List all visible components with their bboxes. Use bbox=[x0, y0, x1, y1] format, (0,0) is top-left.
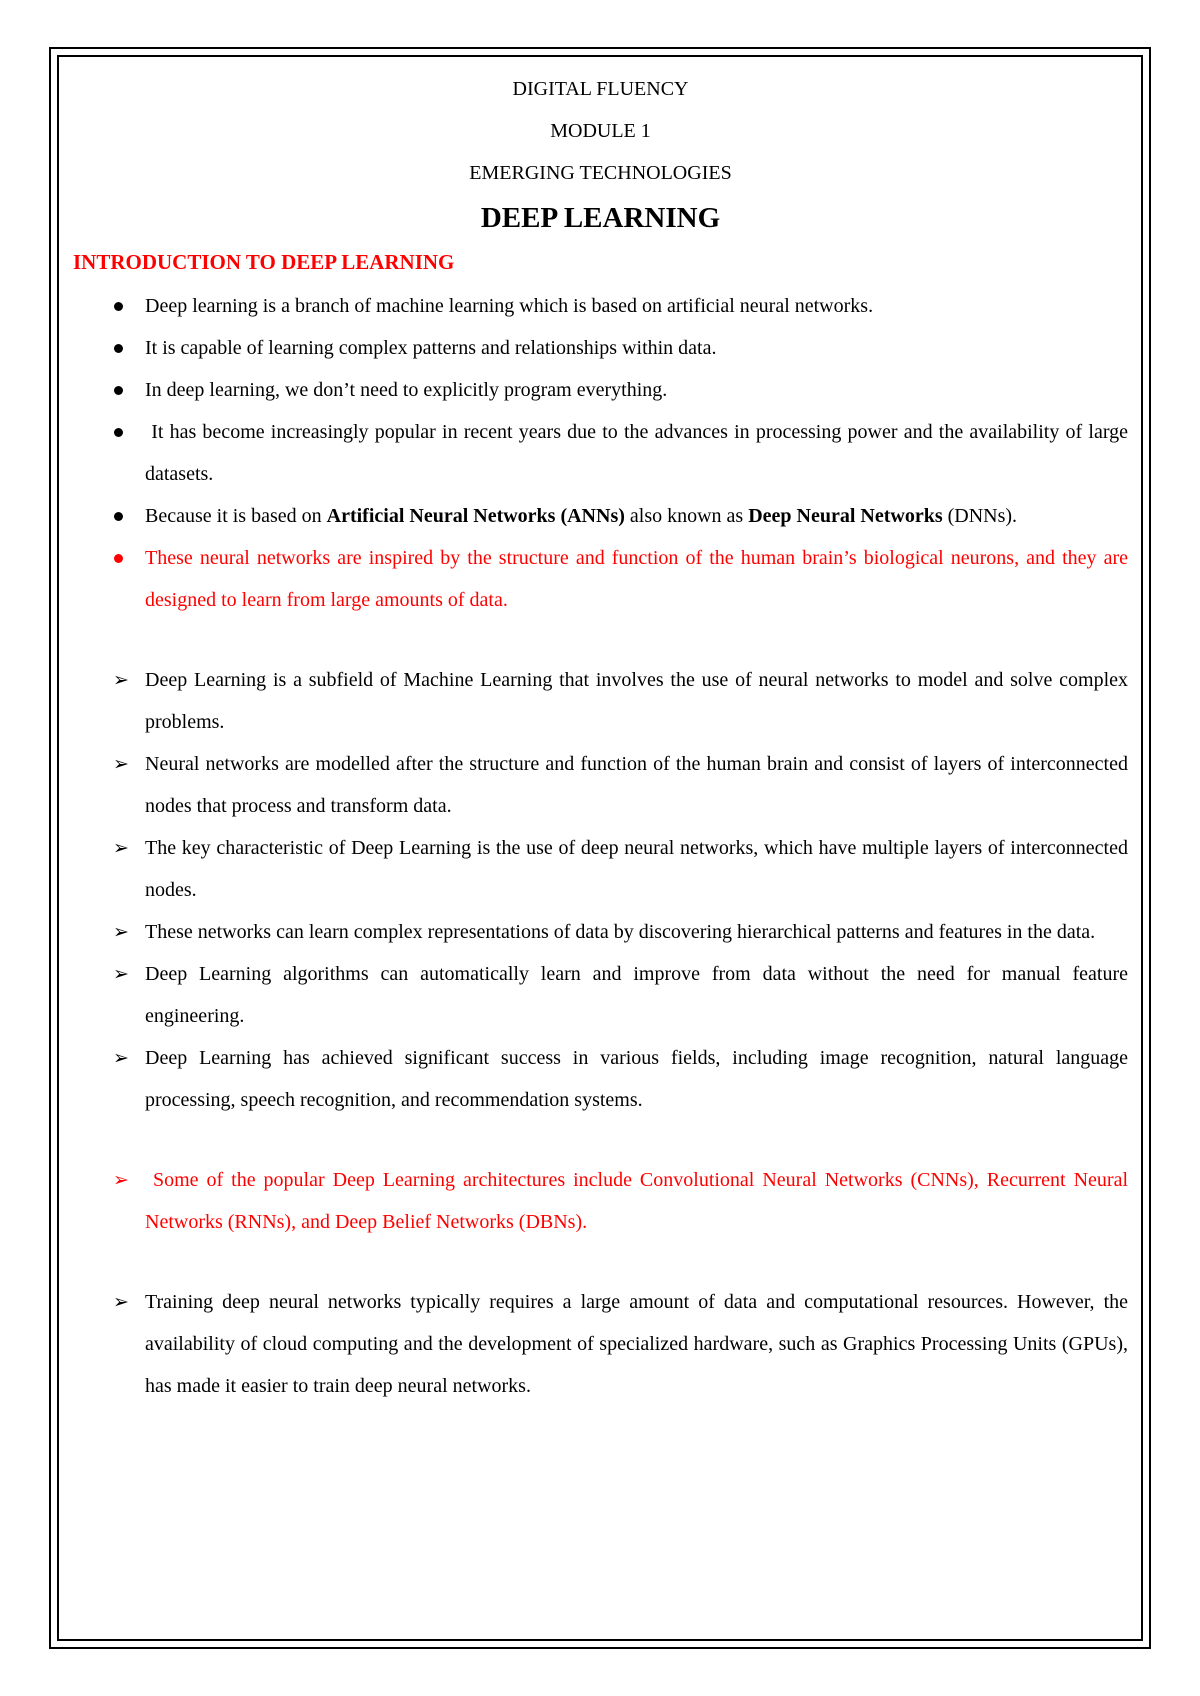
arrow-bullet-icon: ➢ bbox=[113, 837, 129, 859]
text-run: (DNNs). bbox=[942, 505, 1018, 527]
list-item-text: Neural networks are modelled after the structure and function of the human brain and consist of layers of interconnected nodes that process and transform data. bbox=[145, 753, 1128, 817]
spacer bbox=[73, 621, 1128, 659]
list-item bbox=[73, 327, 1128, 369]
arrow-list bbox=[73, 659, 1128, 1121]
list-item-text: The key characteristic of Deep Learning is the use of deep neural networks, which have multiple layers of interconnected nodes. bbox=[145, 837, 1128, 901]
list-item-text: These networks can learn complex representations of data by discovering hierarchical patterns and features in the data. bbox=[145, 921, 1096, 943]
bullet-icon bbox=[114, 512, 123, 521]
document-body bbox=[73, 68, 1134, 1407]
arrow-bullet-icon: ➢ bbox=[113, 1047, 129, 1069]
text-run: also known as bbox=[624, 505, 749, 527]
arrow-bullet-icon: ➢ bbox=[113, 669, 129, 691]
bullet-icon bbox=[114, 554, 123, 563]
page-title: DEEP LEARNING bbox=[480, 202, 721, 234]
list-item-text: These neural networks are inspired by the structure and function of the human brain’s biological neurons, and they are designed to learn from large amounts of data. bbox=[145, 547, 1128, 611]
list-item bbox=[73, 911, 1128, 953]
list-item-highlighted bbox=[73, 537, 1128, 621]
spacer bbox=[73, 1243, 1128, 1281]
list-item-highlighted bbox=[73, 1159, 1134, 1243]
arrow-bullet-icon: ➢ bbox=[113, 921, 129, 943]
list-item bbox=[73, 659, 1128, 743]
ann-term: Artificial Neural Networks (ANNs) bbox=[326, 505, 625, 527]
bullet-icon bbox=[114, 428, 123, 437]
list-item bbox=[73, 369, 1128, 411]
arrow-list-final bbox=[73, 1281, 1128, 1407]
arrow-bullet-icon: ➢ bbox=[113, 963, 129, 985]
list-item bbox=[73, 411, 1133, 495]
text-run: Because it is based on bbox=[145, 505, 327, 527]
arrow-bullet-icon: ➢ bbox=[113, 1291, 129, 1313]
list-item-text: It is capable of learning complex patterns and relationships within data. bbox=[145, 337, 717, 359]
bullet-icon bbox=[114, 344, 123, 353]
list-item-text: Deep learning is a branch of machine learning which is based on artificial neural networks. bbox=[145, 295, 874, 317]
list-item bbox=[73, 827, 1128, 911]
arrow-list-highlighted bbox=[73, 1159, 1134, 1243]
list-item-text: Deep Learning is a subfield of Machine Learning that involves the use of neural networks to model and solve complex problems. bbox=[145, 669, 1128, 733]
list-item bbox=[73, 1037, 1128, 1121]
topic-label: EMERGING TECHNOLOGIES bbox=[469, 162, 732, 184]
list-item bbox=[73, 953, 1128, 1037]
section-heading: INTRODUCTION TO DEEP LEARNING bbox=[73, 250, 455, 274]
list-item-text: It has become increasingly popular in recent years due to the advances in processing power and the availability of large datasets. bbox=[145, 421, 1133, 485]
list-item-text: In deep learning, we don’t need to explicitly program everything. bbox=[145, 379, 668, 401]
list-item bbox=[73, 495, 1128, 537]
bullet-icon bbox=[114, 302, 123, 311]
spacer bbox=[73, 1121, 1128, 1159]
module-label: MODULE 1 bbox=[550, 120, 651, 142]
dnn-term: Deep Neural Networks bbox=[748, 505, 943, 527]
list-item-text bbox=[145, 505, 1017, 527]
list-item-text: Deep Learning algorithms can automatically learn and improve from data without the need for manual feature engineering. bbox=[145, 963, 1128, 1027]
arrow-bullet-icon: ➢ bbox=[113, 753, 129, 775]
course-title: DIGITAL FLUENCY bbox=[512, 78, 689, 100]
bullet-icon bbox=[114, 386, 123, 395]
list-item-text: Some of the popular Deep Learning architectures include Convolutional Neural Networks (CNNs), Recurrent Neural Networks (RNNs), and Deep Belief Networks (DBNs). bbox=[145, 1169, 1134, 1233]
list-item-text: Deep Learning has achieved significant success in various fields, including image recognition, natural language processing, speech recognition, and recommendation systems. bbox=[145, 1047, 1128, 1111]
list-item bbox=[73, 743, 1128, 827]
bullet-list bbox=[73, 285, 1133, 621]
arrow-bullet-icon: ➢ bbox=[113, 1169, 129, 1191]
list-item bbox=[73, 1281, 1128, 1407]
list-item-text: Training deep neural networks typically requires a large amount of data and computational resources. However, the availability of cloud computing and the development of specialized hardware, such as Graphics Processing Units (GPUs), has made it easier to train deep neural networks. bbox=[145, 1291, 1128, 1397]
list-item bbox=[73, 285, 1128, 327]
